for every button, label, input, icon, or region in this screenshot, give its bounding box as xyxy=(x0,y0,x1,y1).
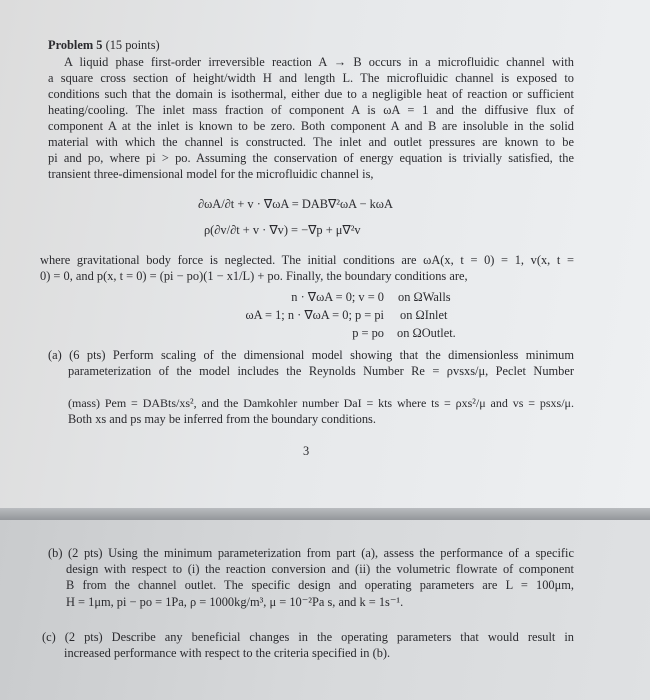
bc-domain: on ΩWalls xyxy=(398,290,451,304)
intro-line: transient three-dimensional model for the microfluidic channel is, xyxy=(48,167,374,181)
species-equation: ∂ωA/∂t + v · ∇ωA = DAB∇²ωA − kωA xyxy=(198,197,393,211)
intro-line: a square cross section of height/width H and length L. The microfluidic channel is exposed to xyxy=(48,71,574,85)
bc-equation: n · ∇ωA = 0; v = 0 xyxy=(291,290,384,304)
part-a-line: (mass) Pem = DABts/xs², and the Damkohler number DaI = kts where ts = ρxs²/μ and vs = psxs/μ. xyxy=(68,396,574,410)
part-c-line: increased performance with respect to the criteria specified in (b). xyxy=(64,646,391,660)
intro-line: material with which the channel is constructed. The inlet and outlet pressures are known to be xyxy=(48,135,574,149)
part-a-line: (a) (6 pts) Perform scaling of the dimensional model showing that the dimensionless minimum xyxy=(48,348,574,362)
intro-line: conditions such that the domain is isothermal, either due to a negligible heat of reaction or sufficient xyxy=(48,87,574,101)
bc-domain: on ΩOutlet. xyxy=(397,326,456,340)
part-b-line: (b) (2 pts) Using the minimum parameterization from part (a), assess the performance of a specific xyxy=(48,546,574,560)
momentum-equation: ρ(∂v/∂t + v · ∇v) = −∇p + μ∇²v xyxy=(204,223,361,237)
initial-conditions-line: where gravitational body force is neglected. The initial conditions are ωA(x, t = 0) = 1, v(x, t = xyxy=(40,253,574,267)
bc-equation: ωA = 1; n · ∇ωA = 0; p = pi xyxy=(245,308,384,322)
part-b-line: design with respect to (i) the reaction conversion and (ii) the volumetric flowrate of component xyxy=(66,562,574,576)
bc-equation: p = po xyxy=(352,326,384,340)
page-number: 3 xyxy=(303,444,310,458)
initial-conditions-line: 0) = 0, and p(x, t = 0) = (pi − po)(1 − x1/L) + po. Finally, the boundary conditions are, xyxy=(40,269,468,283)
part-b-line: H = 1μm, pi − po = 1Pa, ρ = 1000kg/m³, μ = 10⁻²Pa s, and k = 1s⁻¹. xyxy=(66,595,404,609)
intro-line: pi and po, where pi > po. Assuming the conservation of energy equation is trivially satisfied, the xyxy=(48,151,574,165)
part-c-line: (c) (2 pts) Describe any beneficial changes in the operating parameters that would result in xyxy=(42,630,574,644)
problem-title: Problem 5 (15 points) xyxy=(48,38,160,52)
intro-line: component A at the inlet is known to be zero. Both component A and B are insoluble in the solid xyxy=(48,119,574,133)
intro-line: A liquid phase first-order irreversible reaction A → B occurs in a microfluidic channel with xyxy=(64,55,574,69)
part-a-line: parameterization of the model includes the Reynolds Number Re = ρvsxs/μ, Peclet Number xyxy=(68,364,574,378)
intro-line: heating/cooling. The inlet mass fraction of component A is ωA = 1 and the diffusive flux of xyxy=(48,103,574,117)
part-a-line: Both xs and ps may be inferred from the boundary conditions. xyxy=(68,412,376,426)
bc-domain: on ΩInlet xyxy=(400,308,448,322)
part-b-line: B from the channel outlet. The specific design and operating parameters are L = 100μm, xyxy=(66,578,574,592)
